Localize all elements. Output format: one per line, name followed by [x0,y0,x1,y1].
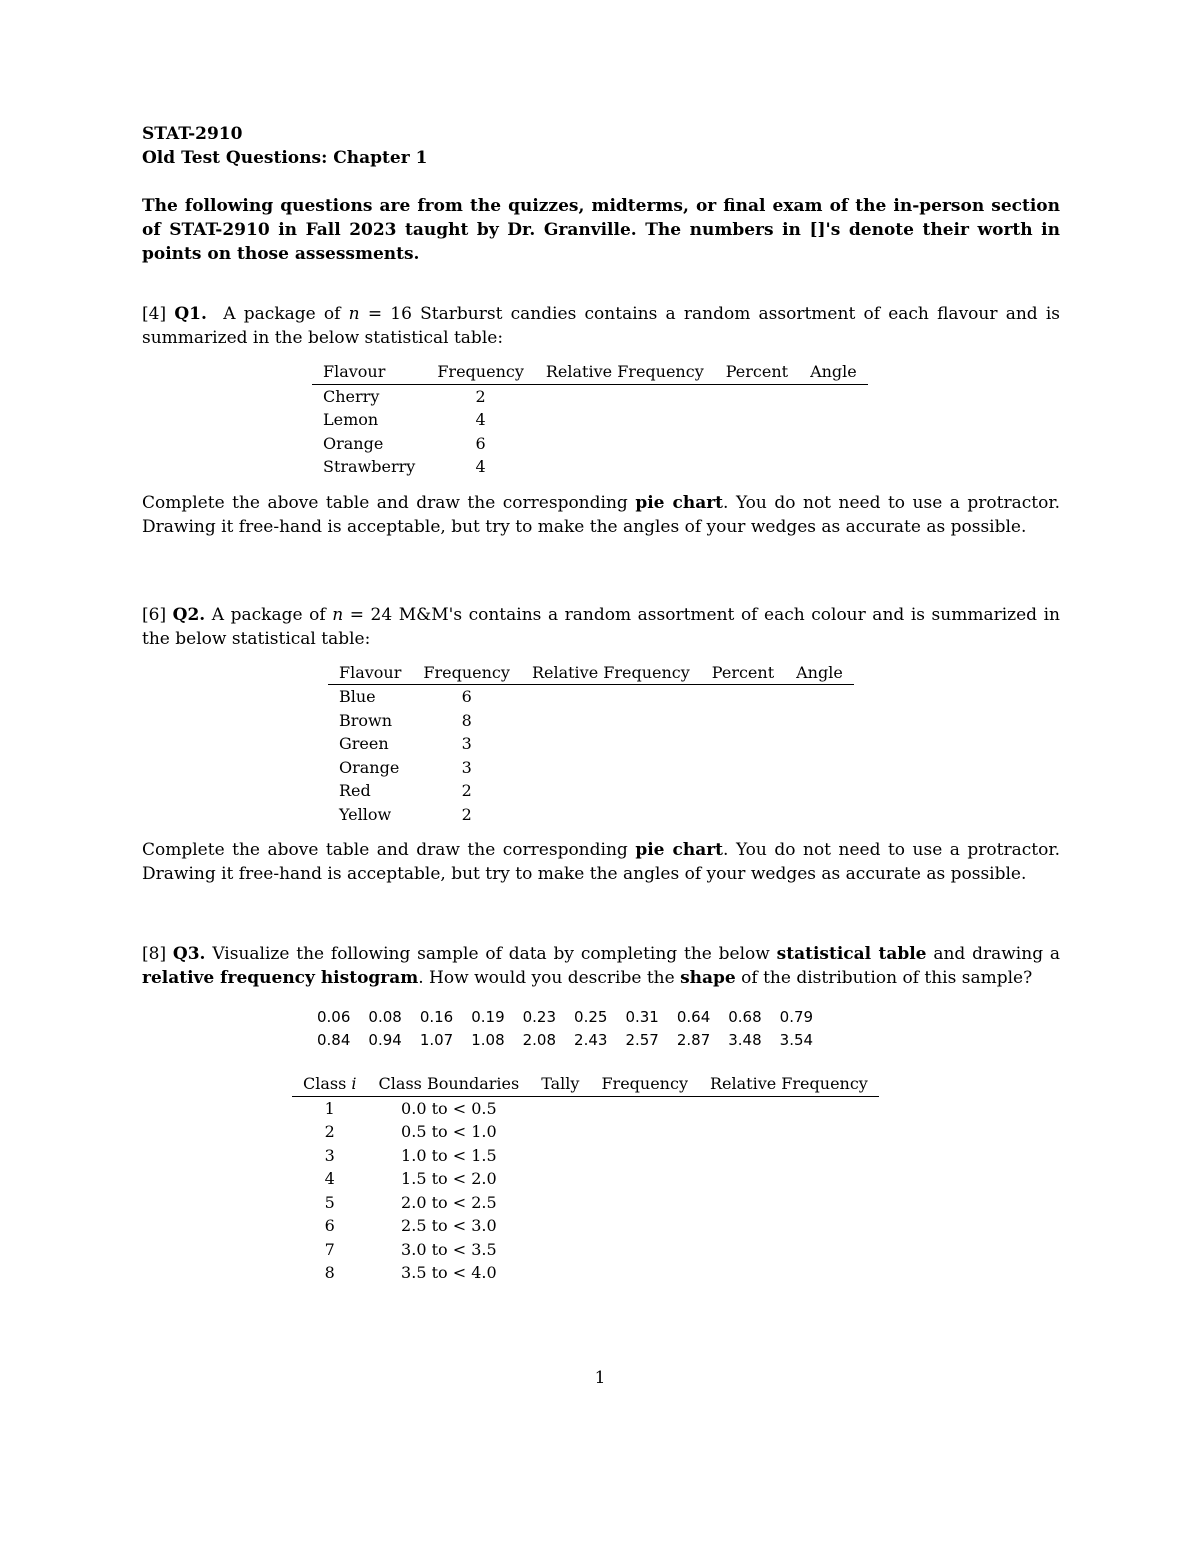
blank-cell [699,1144,879,1168]
q2-col-header: Frequency [412,661,521,685]
table-row [292,1214,879,1238]
table-row [292,1144,879,1168]
blank-cell [699,1096,879,1120]
data-value: 0.79 [779,1008,814,1026]
document-body [142,122,1060,1297]
data-value: 0.19 [471,1008,505,1026]
frequency-cell: 3 [461,734,472,753]
question-2 [142,603,1060,887]
class-boundaries-cell: 3.0 to < 3.5 [401,1239,497,1259]
q3-col-header: Class Boundaries [368,1072,531,1096]
table-row [328,732,854,756]
course-code: STAT-2910 [142,124,243,144]
blank-cell [590,1191,699,1215]
frequency-cell: 2 [461,781,472,800]
q3-col-class: Class i [292,1072,368,1096]
blank-cell [530,1214,590,1238]
q3-prompt: [8] Q3. Visualize the following sample of data by completing the below statistical table and drawing a relative frequency histogram. How would you describe the shape of the distribution of this sample? [142,944,1061,988]
blank-cell [701,803,785,827]
blank-cell [699,1120,879,1144]
frequency-cell: 4 [475,457,486,476]
q1-table-header [312,360,868,384]
table-row [328,803,854,827]
class-boundaries-cell: 2.0 to < 2.5 [401,1192,497,1212]
q1-table-body [312,384,868,479]
blank-cell [701,779,785,803]
data-value: 2.08 [522,1031,557,1049]
blank-cell [535,384,715,408]
data-value: 0.16 [419,1008,454,1026]
q3-col-header: Tally [530,1072,590,1096]
table-row [292,1096,879,1120]
class-index-cell: 4 [324,1169,335,1188]
q1-n-var: n [348,304,360,324]
blank-cell [590,1214,699,1238]
data-value: 2.57 [625,1031,659,1049]
blank-cell [785,803,854,827]
q2-col-header: Relative Frequency [521,661,701,685]
blank-cell [530,1238,590,1262]
class-index-cell: 8 [324,1263,335,1282]
blank-cell [785,756,854,780]
q2-col-header: Percent [701,661,785,685]
q2-table-body [328,685,854,827]
blank-cell [785,685,854,709]
q3-label: Q3. [172,944,206,964]
blank-cell [715,455,799,479]
data-value: 0.68 [728,1008,762,1026]
blank-cell [521,756,701,780]
flavour-cell: Orange [339,757,400,777]
flavour-cell: Cherry [323,386,380,406]
data-value: 3.48 [728,1031,762,1049]
question-1 [142,302,1060,539]
data-value: 0.08 [368,1008,402,1026]
frequency-cell: 6 [475,433,486,453]
blank-cell [521,779,701,803]
blank-cell [701,756,785,780]
q3-sample-data [308,1006,822,1052]
blank-cell [530,1167,590,1191]
table-row [328,709,854,733]
class-boundaries-cell: 1.0 to < 1.5 [401,1145,497,1165]
frequency-cell: 2 [461,804,472,824]
data-value: 2.87 [676,1031,711,1049]
q3-points: [8] [142,944,167,964]
data-value: 0.25 [574,1008,608,1026]
data-value: 0.64 [676,1008,711,1026]
frequency-cell: 4 [475,410,486,429]
q2-points: [6] [142,604,167,625]
class-boundaries-cell: 3.5 to < 4.0 [401,1263,497,1282]
table-row [312,432,868,456]
blank-cell [799,432,868,456]
blank-cell [590,1238,699,1262]
data-value: 0.84 [317,1031,351,1049]
blank-cell [521,709,701,733]
q3-table-header [292,1072,879,1096]
q1-col-header: Percent [715,360,799,384]
table-row [328,756,854,780]
blank-cell [701,709,785,733]
data-value: 2.43 [574,1031,608,1049]
class-boundaries-cell: 0.0 to < 0.5 [401,1098,497,1118]
blank-cell [530,1096,590,1120]
q1-instruction: Complete the above table and draw the corresponding pie chart. You do not need to use a protractor. Drawing it free-hand is acceptable, but try to make the angles of your wedges as accurate as possible. [142,492,1061,537]
blank-cell [535,455,715,479]
q1-points: [4] [142,304,167,324]
q1-col-header: Angle [799,360,868,384]
blank-cell [530,1120,590,1144]
blank-cell [590,1167,699,1191]
q1-n-value: = 16 [367,304,412,324]
blank-cell [590,1261,699,1285]
class-boundaries-cell: 1.5 to < 2.0 [401,1169,497,1188]
q2-instruction: Complete the above table and draw the corresponding pie chart. You do not need to use a protractor. Drawing it free-hand is acceptable, but try to make the angles of your wedges as accurate as possible. [142,840,1061,884]
blank-cell [785,709,854,733]
table-row [292,1120,879,1144]
q1-col-header: Flavour [312,360,426,384]
flavour-cell: Orange [323,433,384,453]
blank-cell [699,1261,879,1285]
blank-cell [699,1238,879,1262]
flavour-cell: Blue [339,687,376,706]
document-subtitle: Old Test Questions: Chapter 1 [142,148,428,168]
data-row [308,1029,822,1052]
blank-cell [701,732,785,756]
data-value: 1.08 [471,1031,505,1049]
blank-cell [699,1191,879,1215]
blank-cell [521,685,701,709]
table-row [312,384,868,408]
frequency-cell: 8 [461,710,472,730]
blank-cell [715,408,799,432]
q1-statistical-table [312,360,868,479]
blank-cell [701,685,785,709]
blank-cell [521,732,701,756]
q1-prompt: [4] Q1. A package of n = 16 Starburst candies contains a random assortment of each flavour and is summarized in the below statistical table: [142,304,1061,348]
class-index-cell: 6 [324,1216,335,1235]
blank-cell [590,1096,699,1120]
blank-cell [799,384,868,408]
data-value: 3.54 [779,1031,814,1049]
flavour-cell: Green [339,734,389,753]
blank-cell [535,432,715,456]
data-value: 0.23 [522,1008,557,1026]
class-boundaries-cell: 2.5 to < 3.0 [401,1216,497,1235]
table-row [312,408,868,432]
table-row [328,685,854,709]
question-3 [142,942,1060,1285]
blank-cell [715,432,799,456]
blank-cell [521,803,701,827]
class-boundaries-cell: 0.5 to < 1.0 [401,1122,497,1141]
data-value: 0.31 [625,1008,659,1026]
flavour-cell: Red [339,781,371,800]
blank-cell [785,779,854,803]
page-number: 1 [594,1368,606,1388]
blank-cell [530,1261,590,1285]
q2-col-header: Flavour [328,661,412,685]
blank-cell [785,732,854,756]
blank-cell [590,1120,699,1144]
class-index-cell: 3 [324,1145,335,1165]
q2-col-header: Angle [785,661,854,685]
q2-label: Q2. [172,604,206,625]
frequency-cell: 3 [461,757,472,777]
blank-cell [715,384,799,408]
q2-n-var: n [332,604,344,625]
blank-cell [799,408,868,432]
table-row [292,1167,879,1191]
data-value: 0.94 [368,1031,402,1049]
title-block [142,122,1060,170]
q2-n-value: = 24 [349,604,393,625]
q2-prompt: [6] Q2. A package of n = 24 M&M's contains a random assortment of each colour and is summarized in the below statistical table: [142,604,1061,649]
table-row [292,1238,879,1262]
flavour-cell: Lemon [323,410,379,429]
blank-cell [699,1214,879,1238]
blank-cell [530,1144,590,1168]
q3-col-header: Relative Frequency [699,1072,879,1096]
table-row [312,455,868,479]
q2-table-header [328,661,854,685]
flavour-cell: Brown [339,710,393,730]
q3-class-table [292,1072,879,1285]
class-index-cell: 7 [324,1239,335,1259]
blank-cell [590,1144,699,1168]
frequency-cell: 2 [475,386,486,406]
blank-cell [799,455,868,479]
class-index-cell: 5 [324,1192,335,1212]
blank-cell [535,408,715,432]
q3-table-body [292,1096,879,1285]
data-row [308,1006,822,1029]
q3-col-header: Frequency [590,1072,699,1096]
flavour-cell: Yellow [339,804,392,824]
data-value: 1.07 [419,1031,454,1049]
flavour-cell: Strawberry [323,457,416,476]
frequency-cell: 6 [461,687,472,706]
table-row [292,1191,879,1215]
class-index-cell: 2 [324,1122,335,1141]
q1-col-header: Frequency [426,360,535,384]
q1-label: Q1. [174,304,207,324]
table-row [328,779,854,803]
intro-paragraph: The following questions are from the quizzes, midterms, or final exam of the in-person section of STAT-2910 in Fall 2023 taught by Dr. Granville. The numbers in []'s denote their worth in points on those assessments. [142,196,1060,264]
q1-col-header: Relative Frequency [535,360,715,384]
class-index-cell: 1 [324,1098,335,1118]
q2-statistical-table [328,661,854,827]
blank-cell [699,1167,879,1191]
blank-cell [530,1191,590,1215]
table-row [292,1261,879,1285]
data-value: 0.06 [317,1008,351,1026]
